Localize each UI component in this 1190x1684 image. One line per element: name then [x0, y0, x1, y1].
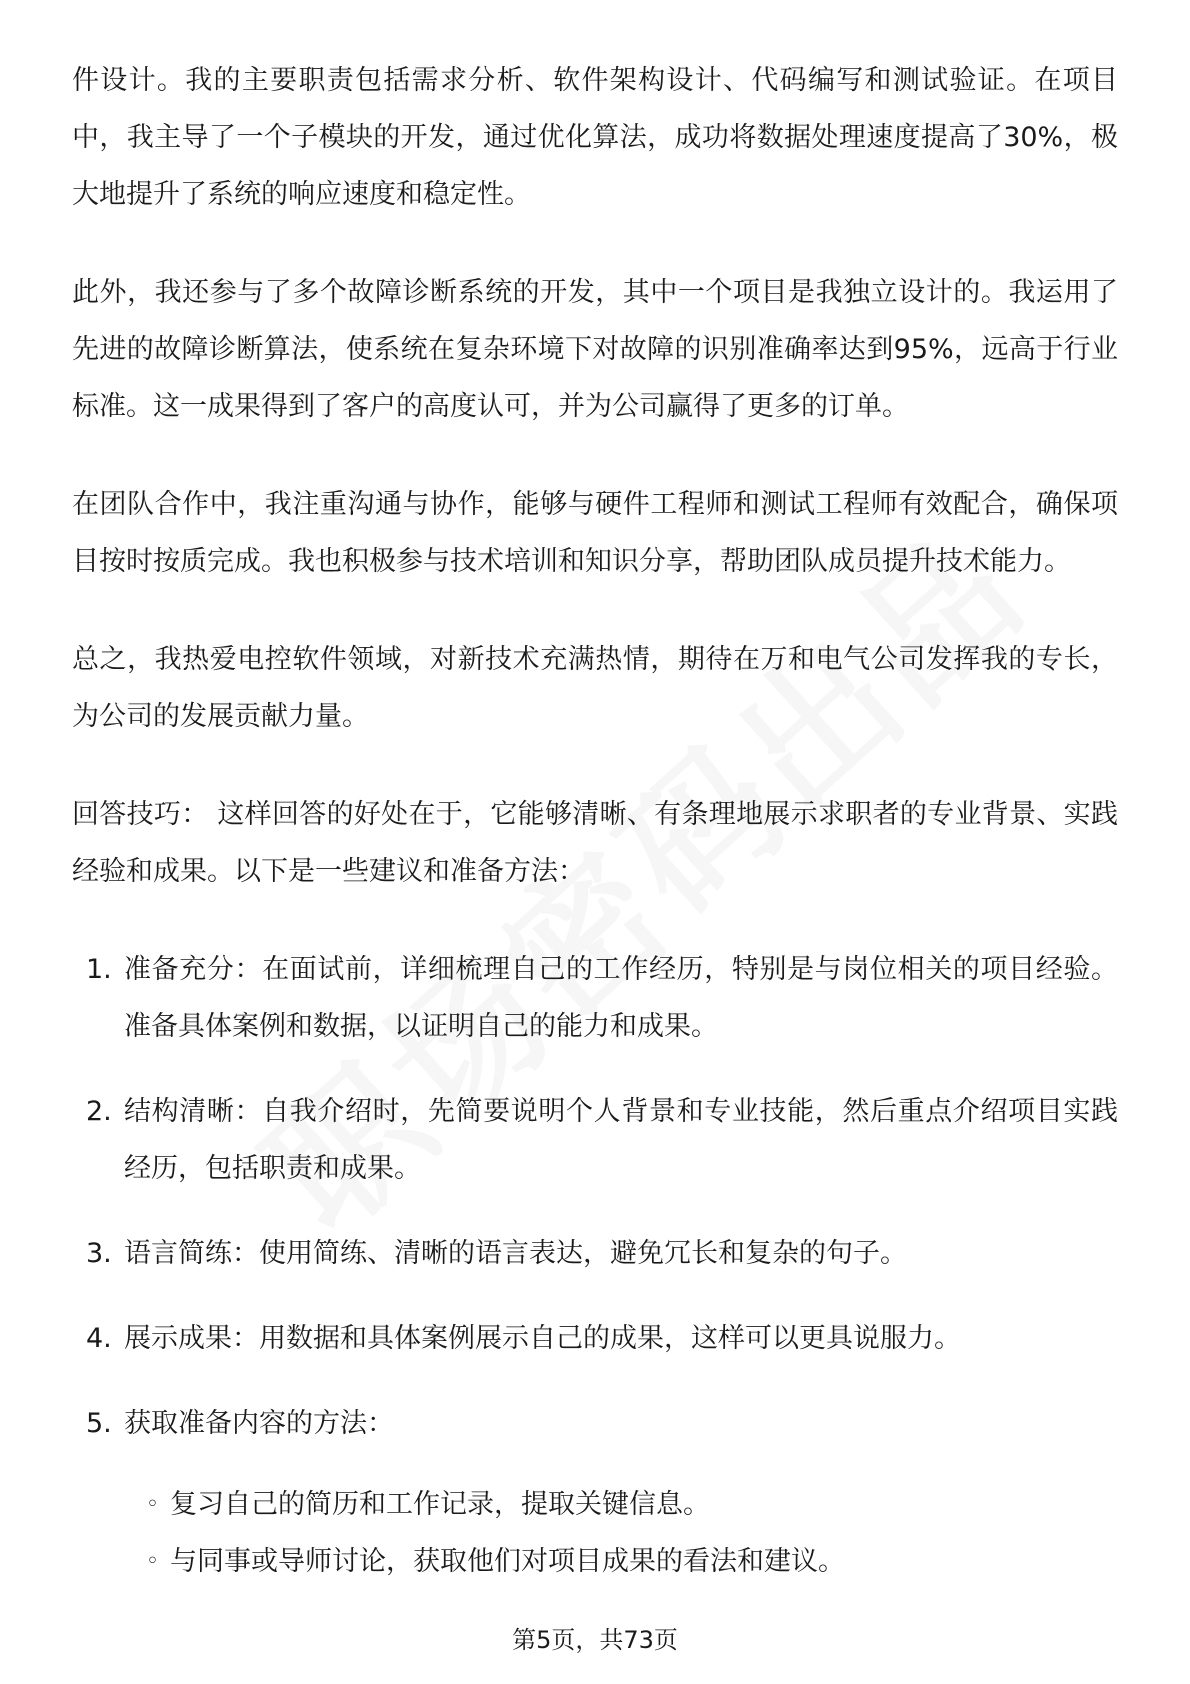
sub-list-item — [124, 1476, 1118, 1533]
list-number: 1. — [86, 954, 112, 985]
sub-list-item — [124, 1533, 1118, 1590]
paragraph: 总之，我热爱电控软件领域，对新技术充满热情，期待在万和电气公司发挥我的专长，为公司的发展贡献力量。 — [72, 644, 1118, 732]
list-item-text: 展示成果：用数据和具体案例展示自己的成果，这样可以更具说服力。 — [124, 1323, 961, 1354]
sub-list — [124, 1476, 1118, 1590]
list-item-text: 准备充分：在面试前，详细梳理自己的工作经历，特别是与岗位相关的项目经验。准备具体案例和数据，以证明自己的能力和成果。 — [124, 954, 1118, 1042]
list-item-text: 语言简练：使用简练、清晰的语言表达，避免冗长和复杂的句子。 — [124, 1238, 907, 1269]
list-number: 3. — [86, 1238, 112, 1269]
list-item-text: 获取准备内容的方法： — [124, 1408, 394, 1439]
tips-list — [72, 941, 1118, 1590]
hollow-bullet-icon: ◦ — [146, 1549, 159, 1574]
list-item-text: 结构清晰：自我介绍时，先简要说明个人背景和专业技能，然后重点介绍项目实践经历，包括职责和成果。 — [124, 1096, 1118, 1184]
page-number: 第5页，共73页 — [512, 1626, 678, 1654]
list-number: 4. — [86, 1323, 112, 1354]
page-footer — [0, 1620, 1190, 1655]
hollow-bullet-icon: ◦ — [146, 1492, 159, 1517]
list-item — [72, 1395, 1118, 1590]
list-number: 2. — [86, 1096, 112, 1127]
list-item — [72, 1225, 1118, 1282]
list-number: 5. — [86, 1408, 112, 1439]
list-item — [72, 941, 1118, 1055]
paragraph: 件设计。我的主要职责包括需求分析、软件架构设计、代码编写和测试验证。在项目中，我主导了一个子模块的开发，通过优化算法，成功将数据处理速度提高了30%，极大地提升了系统的响应速度和稳定性。 — [72, 65, 1118, 210]
paragraph: 此外，我还参与了多个故障诊断系统的开发，其中一个项目是我独立设计的。我运用了先进的故障诊断算法，使系统在复杂环境下对故障的识别准确率达到95%，远高于行业标准。这一成果得到了客户的高度认可，并为公司赢得了更多的订单。 — [72, 277, 1118, 422]
sub-list-item-text: 复习自己的简历和工作记录，提取关键信息。 — [170, 1489, 710, 1520]
sub-list-item-text: 与同事或导师讨论，获取他们对项目成果的看法和建议。 — [170, 1546, 845, 1577]
list-item — [72, 1083, 1118, 1197]
paragraph: 在团队合作中，我注重沟通与协作，能够与硬件工程师和测试工程师有效配合，确保项目按时按质完成。我也积极参与技术培训和知识分享，帮助团队成员提升技术能力。 — [72, 489, 1118, 577]
page-content — [72, 52, 1118, 1618]
answer-tips-intro: 回答技巧： 这样回答的好处在于，它能够清晰、有条理地展示求职者的专业背景、实践经验和成果。以下是一些建议和准备方法： — [72, 799, 1118, 887]
list-item — [72, 1310, 1118, 1367]
